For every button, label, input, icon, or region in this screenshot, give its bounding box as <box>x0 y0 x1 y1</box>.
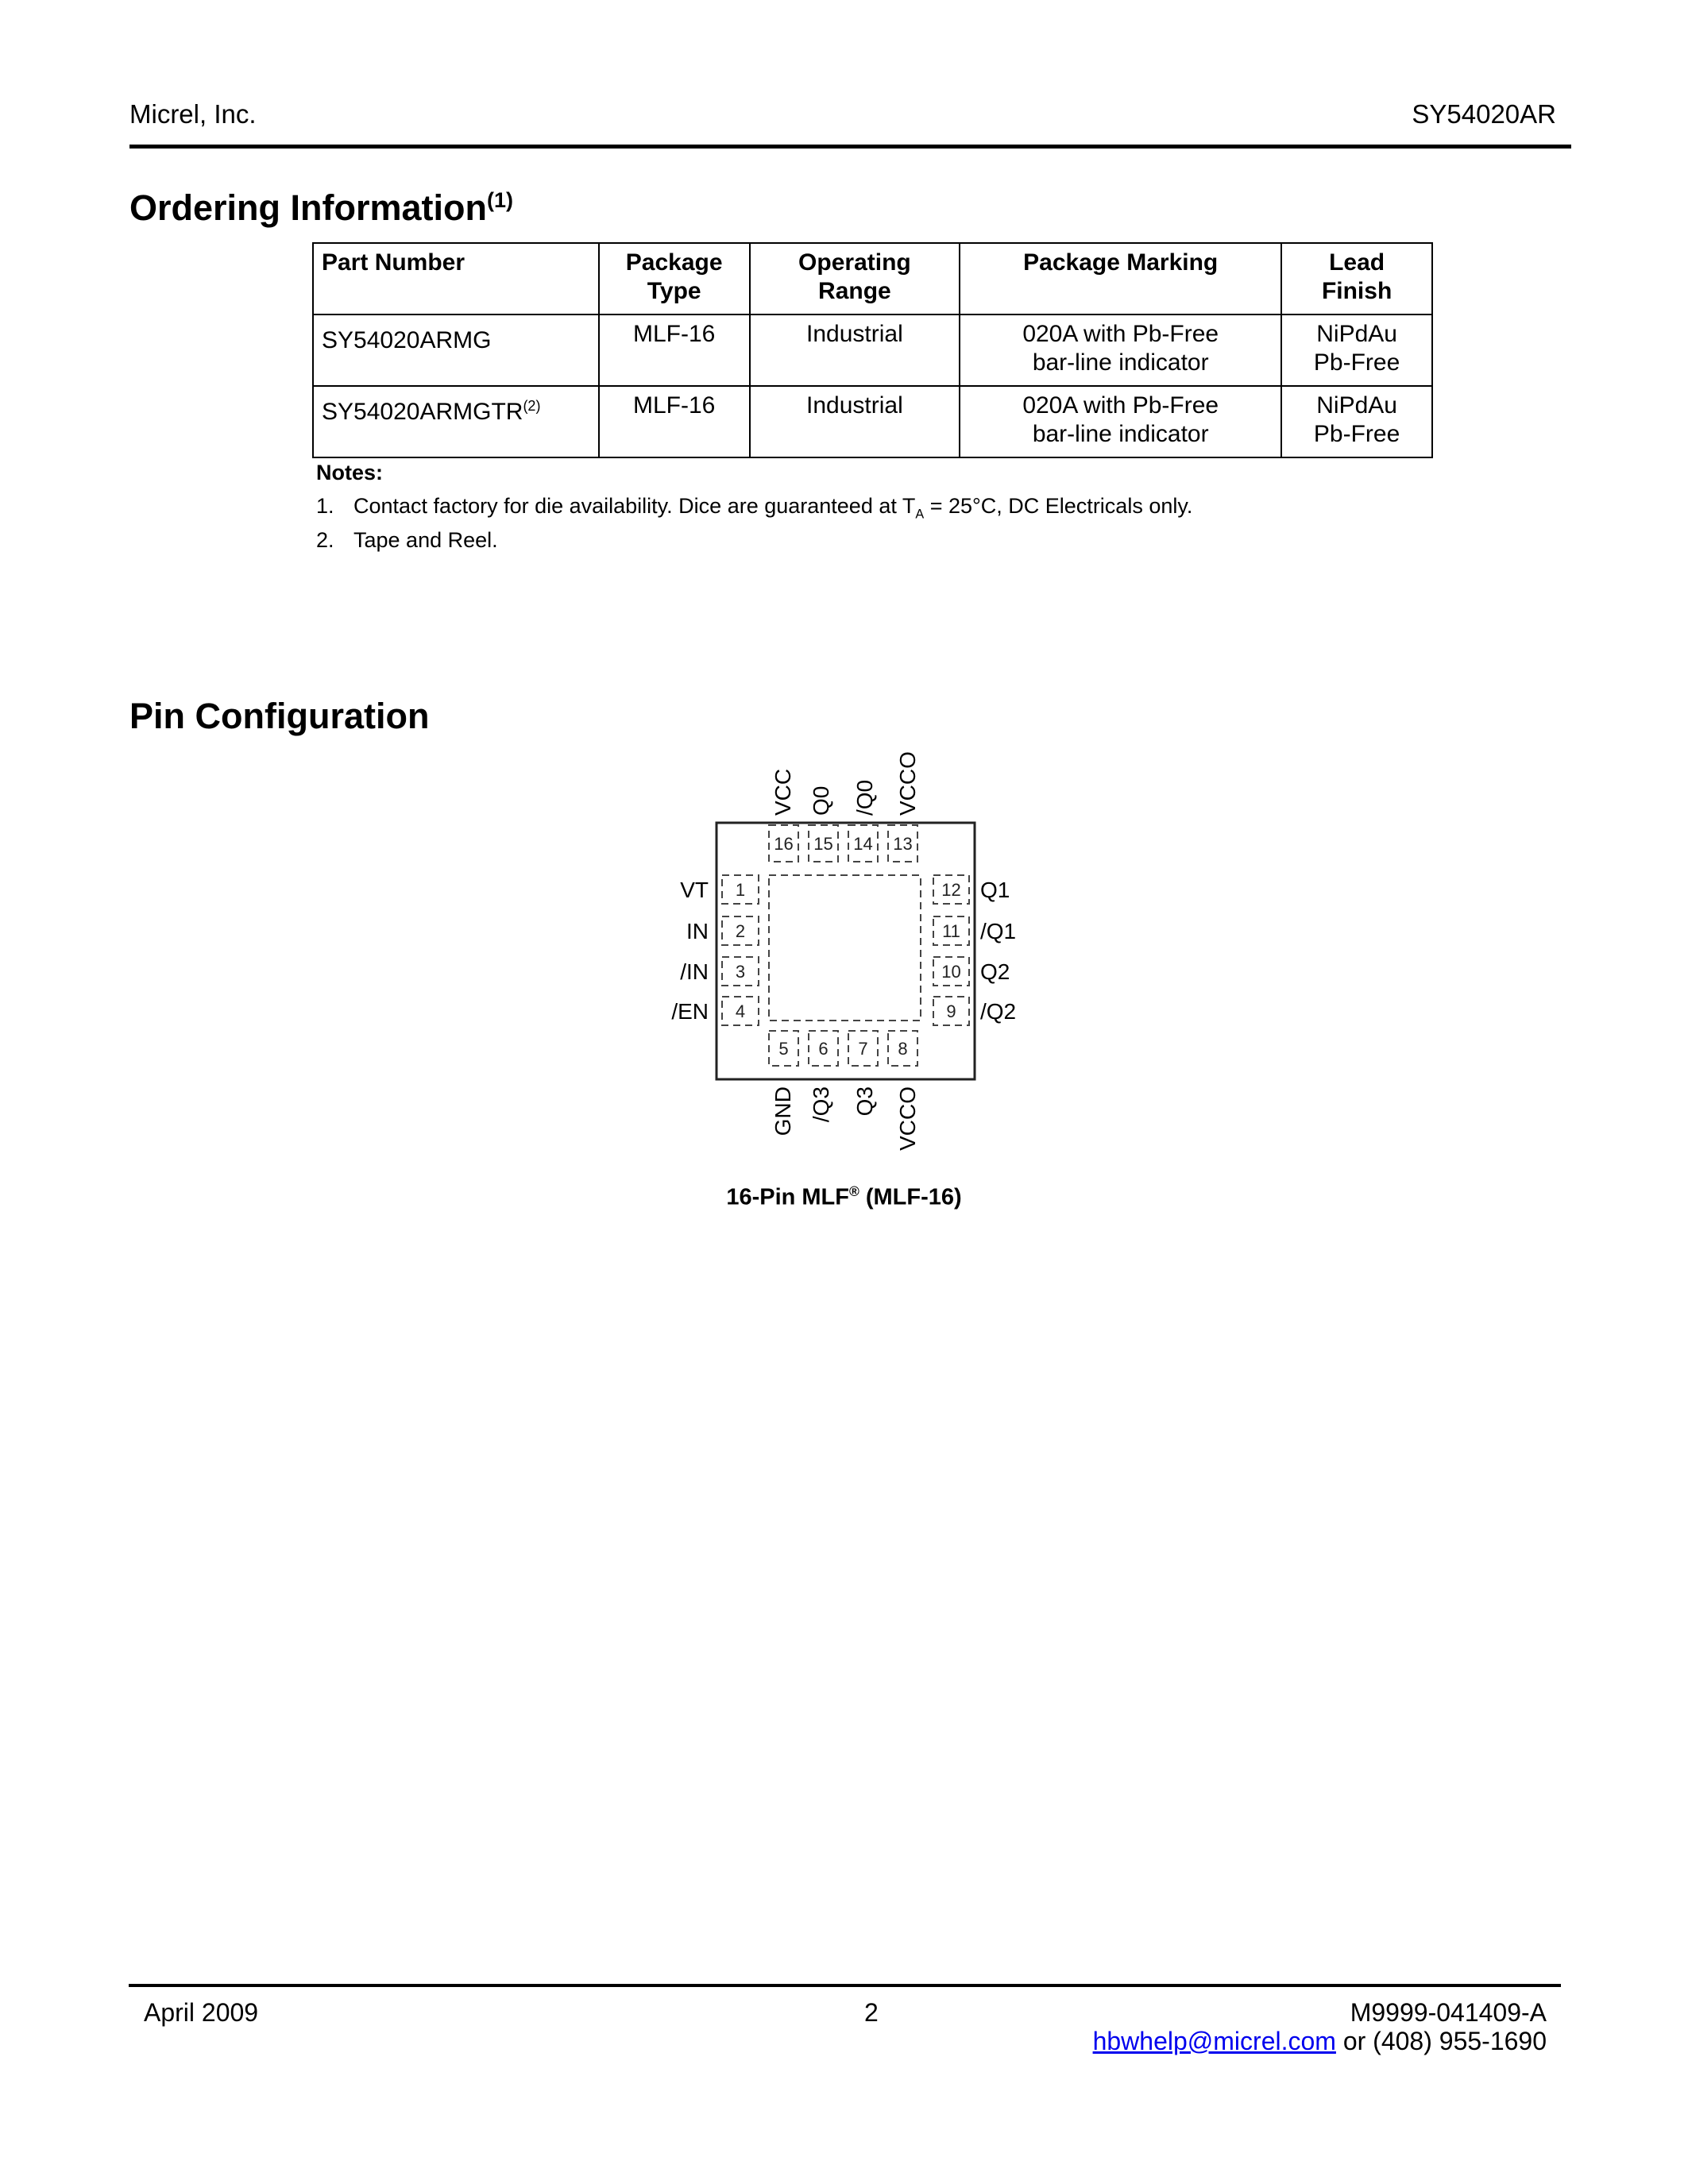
pin-number: 4 <box>735 1001 746 1021</box>
col-package-type: Package Type <box>599 243 750 314</box>
pin-number: 5 <box>778 1039 789 1059</box>
col-package-marking: Package Marking <box>960 243 1281 314</box>
col-operating-range: Operating Range <box>750 243 960 314</box>
pin-number: 16 <box>774 834 794 854</box>
notes-title: Notes: <box>316 461 384 484</box>
footer-rule <box>129 1984 1561 1987</box>
pin-number: 8 <box>898 1039 908 1059</box>
footer-contact <box>1093 2027 1547 2056</box>
email-link[interactable]: hbwhelp@micrel.com <box>1092 2027 1336 2055</box>
exposed-pad <box>769 875 921 1021</box>
footer-phone: or (408) 955-1690 <box>1335 2027 1547 2055</box>
pin-label: VT <box>680 878 709 902</box>
pin-number: 10 <box>941 962 961 982</box>
pin-number: 2 <box>735 921 746 941</box>
cell-part: SY54020ARMG <box>313 314 599 386</box>
pin-label: /IN <box>680 959 709 984</box>
pin-label: /Q2 <box>980 999 1017 1024</box>
pin-number: 7 <box>858 1039 868 1059</box>
pin-number: 14 <box>853 834 873 854</box>
pin-label: IN <box>686 919 709 943</box>
pin-number: 6 <box>818 1039 829 1059</box>
pin-label: /EN <box>671 999 709 1024</box>
pin-number: 12 <box>941 880 961 900</box>
cell-finish: NiPdAu Pb-Free <box>1281 314 1432 386</box>
ordering-title-note: (1) <box>487 188 513 212</box>
pin-number: 1 <box>735 880 746 900</box>
note-1: 1. Contact factory for die availability. Dice are guaranteed at $T_A = 25^\circ C$, DC Electricals only. <box>316 494 1193 522</box>
header-part-number: SY54020AR <box>1412 99 1556 129</box>
pin-diagram-caption: 16-Pin MLF® (MLF-16) <box>726 1183 962 1210</box>
footer-doc-number: M9999-041409-A <box>1350 1998 1547 2027</box>
cell-range: Industrial <box>750 314 960 386</box>
pin-number: 11 <box>942 921 960 941</box>
pin-config-title: Pin Configuration <box>129 696 430 736</box>
cell-part: SY54020ARMGTR$^{(2)}$ <box>313 386 599 457</box>
note-2: 2. Tape and Reel. <box>316 528 498 552</box>
footer-date: April 2009 <box>144 1998 259 2027</box>
pin-label: Q2 <box>980 959 1010 984</box>
ordering-title-text: Ordering Information <box>129 187 487 228</box>
pin-label: /Q3 <box>809 1086 833 1123</box>
package-outline <box>717 823 975 1079</box>
cell-marking: 020A with Pb-Free bar-line indicator <box>960 386 1281 457</box>
pin-number: 15 <box>813 834 833 854</box>
pin-label: VCCO <box>895 751 920 816</box>
header-company: Micrel, Inc. <box>129 99 257 129</box>
footer-page-number: 2 <box>864 1998 879 2027</box>
pin-number: 9 <box>946 1001 956 1021</box>
cell-package: MLF-16 <box>599 386 750 457</box>
cell-range: Industrial <box>750 386 960 457</box>
col-part-number: Part Number <box>313 243 599 314</box>
pin-number: 13 <box>893 834 913 854</box>
pin-label: /Q0 <box>852 779 877 816</box>
cell-finish: NiPdAu Pb-Free <box>1281 386 1432 457</box>
pin-label: /Q1 <box>980 919 1017 943</box>
pin-label: VCC <box>771 768 795 816</box>
pin-label: VCCO <box>895 1086 920 1151</box>
pin-label: Q0 <box>809 785 833 816</box>
pin-label: Q1 <box>980 878 1010 902</box>
pin-label: Q3 <box>852 1086 877 1117</box>
cell-package: MLF-16 <box>599 314 750 386</box>
cell-marking: 020A with Pb-Free bar-line indicator <box>960 314 1281 386</box>
pin-label: GND <box>771 1086 795 1136</box>
pin-number: 3 <box>735 962 746 982</box>
col-lead-finish: Lead Finish <box>1281 243 1432 314</box>
